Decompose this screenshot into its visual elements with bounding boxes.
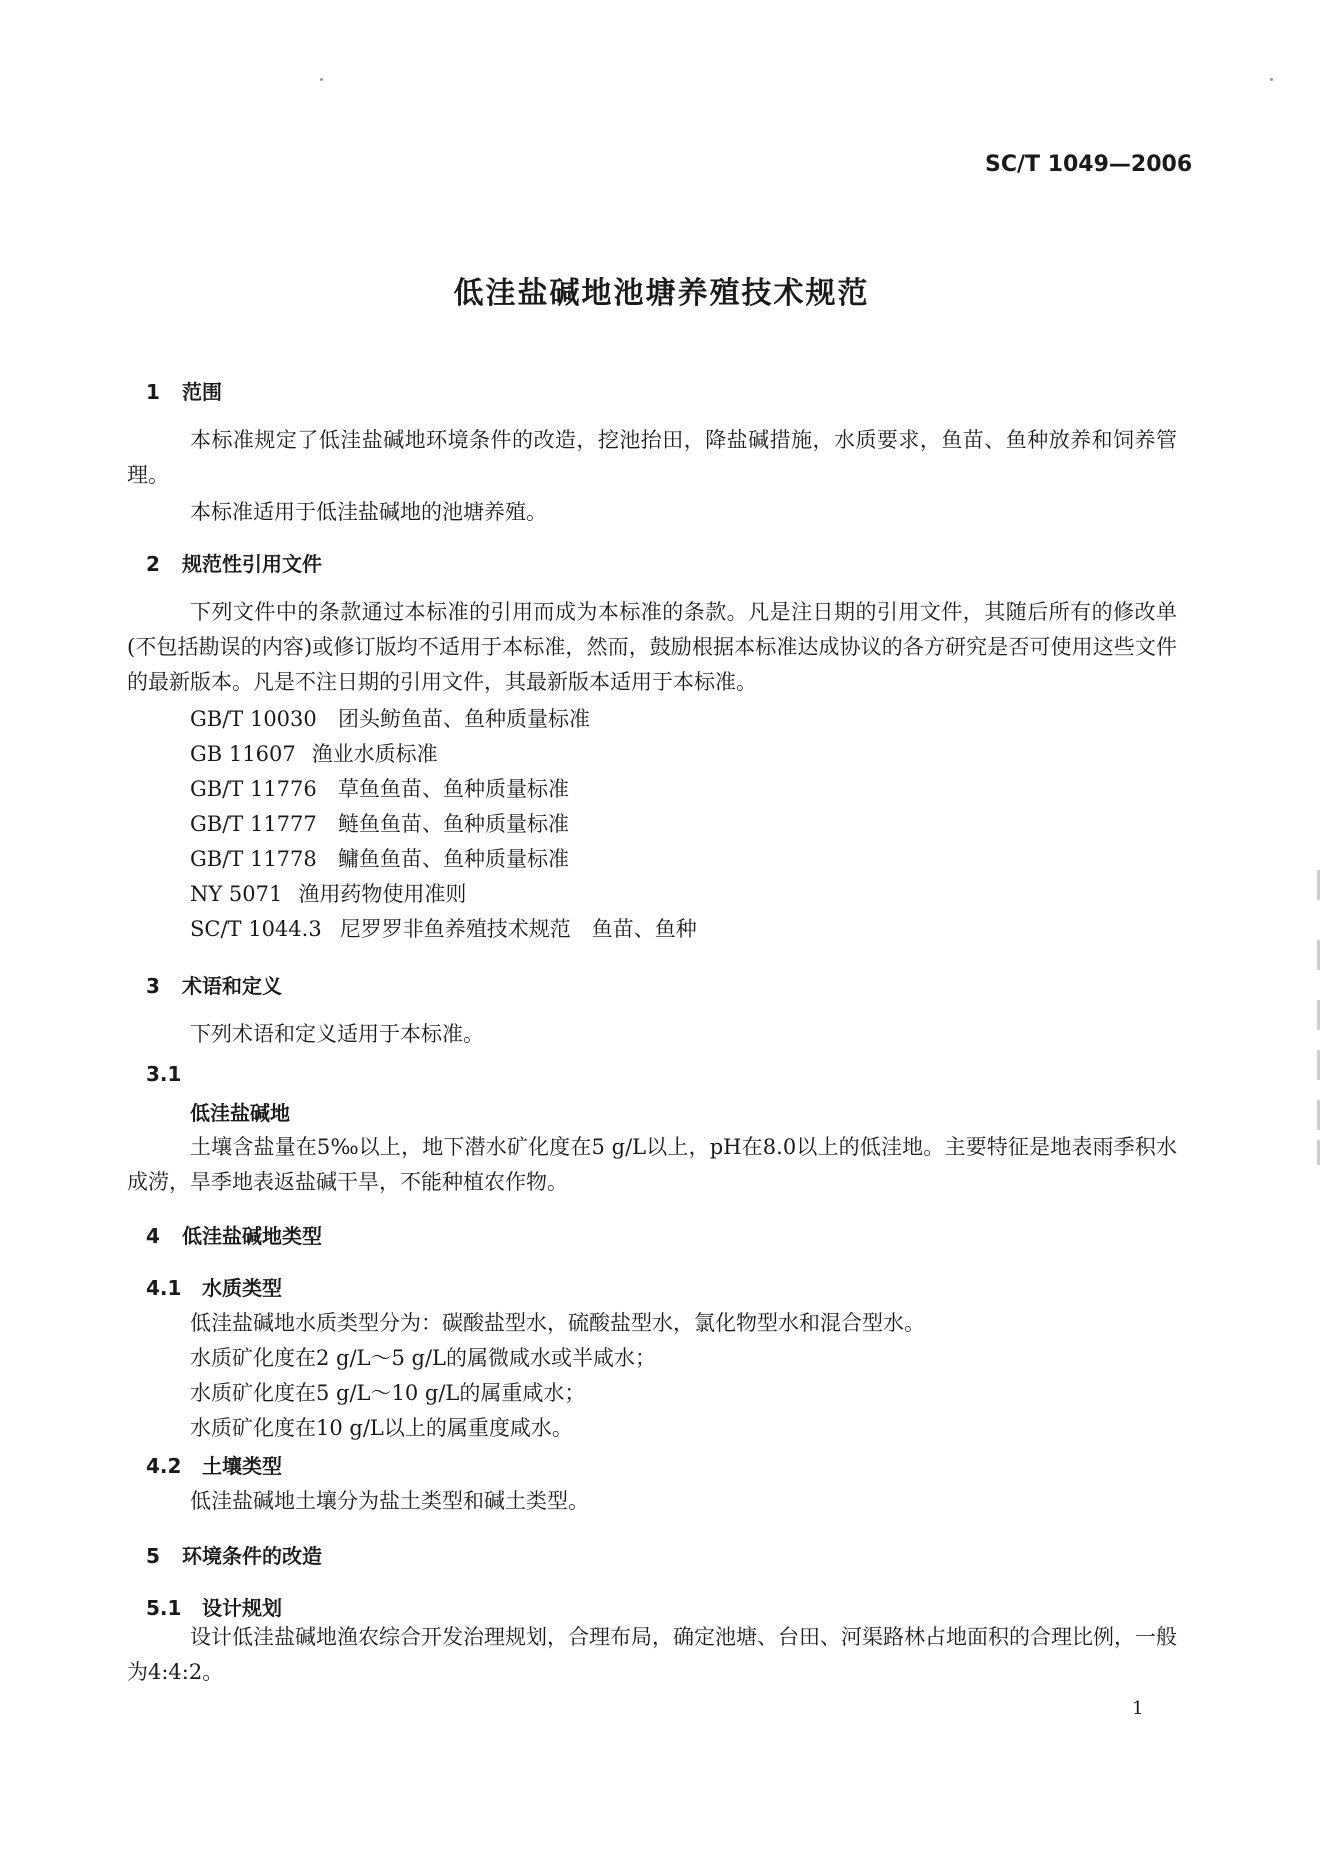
subsection-4-1-line: 水质矿化度在2 g/L～5 g/L的属微咸水或半咸水； bbox=[190, 1346, 656, 1370]
reference-name: 鲢鱼鱼苗、鱼种质量标准 bbox=[338, 812, 569, 836]
scan-edge-mark bbox=[1317, 1050, 1320, 1080]
subsection-5-1-paragraph: 设计低洼盐碱地渔农综合开发治理规划，合理布局，确定池塘、台田、河渠路林占地面积的合理比例，一般为4:4:2。 bbox=[127, 1625, 1177, 1684]
reference-item bbox=[190, 843, 569, 873]
reference-code: GB/T 11778 bbox=[190, 847, 317, 871]
reference-name: 渔业水质标准 bbox=[311, 742, 438, 766]
section-number: 5 bbox=[146, 1544, 160, 1568]
reference-name: 鳙鱼鱼苗、鱼种质量标准 bbox=[338, 847, 569, 871]
subsection-heading-5-1 bbox=[146, 1592, 282, 1621]
subsection-title: 水质类型 bbox=[202, 1276, 282, 1300]
reference-item bbox=[190, 808, 569, 838]
reference-item bbox=[190, 913, 697, 943]
reference-name: 团头鲂鱼苗、鱼种质量标准 bbox=[338, 707, 590, 731]
subsection-4-1-line: 水质矿化度在10 g/L以上的属重度咸水。 bbox=[190, 1416, 573, 1440]
term-number: 3.1 bbox=[146, 1062, 182, 1086]
document-title: 低洼盐碱地池塘养殖技术规范 bbox=[453, 276, 870, 311]
term-name: 低洼盐碱地 bbox=[190, 1101, 290, 1125]
subsection-heading-4-1 bbox=[146, 1272, 282, 1301]
reference-code: SC/T 1044.3 bbox=[190, 917, 322, 941]
scan-edge-mark bbox=[1317, 1100, 1320, 1130]
reference-item bbox=[190, 773, 569, 803]
section-number: 1 bbox=[146, 380, 160, 404]
section-heading-5 bbox=[146, 1540, 322, 1569]
reference-code: GB 11607 bbox=[190, 742, 296, 766]
subsection-title: 设计规划 bbox=[202, 1596, 282, 1620]
term-definition: 土壤含盐量在5‰以上，地下潜水矿化度在5 g/L以上，pH在8.0以上的低洼地。主要特征是地表雨季积水成涝，旱季地表返盐碱干旱，不能种植农作物。 bbox=[127, 1135, 1177, 1194]
subsection-number: 5.1 bbox=[146, 1596, 182, 1620]
subsection-4-1-line: 水质矿化度在5 g/L～10 g/L的属重咸水； bbox=[190, 1381, 586, 1405]
reference-item bbox=[190, 738, 438, 768]
subsection-4-1-line: 低洼盐碱地水质类型分为：碳酸盐型水，硫酸盐型水，氯化物型水和混合型水。 bbox=[190, 1311, 925, 1335]
section-heading-1 bbox=[146, 376, 222, 405]
reference-code: GB/T 11777 bbox=[190, 812, 317, 836]
section-title: 规范性引用文件 bbox=[182, 552, 322, 576]
section-title: 范围 bbox=[182, 380, 222, 404]
standard-code: SC/T 1049—2006 bbox=[985, 152, 1193, 177]
section-3-paragraph-1: 下列术语和定义适用于本标准。 bbox=[190, 1022, 484, 1046]
section-number: 4 bbox=[146, 1224, 160, 1248]
page-number: 1 bbox=[1132, 1698, 1144, 1719]
subsection-number: 4.1 bbox=[146, 1276, 182, 1300]
reference-code: GB/T 11776 bbox=[190, 777, 317, 801]
section-heading-2 bbox=[146, 548, 322, 577]
scan-edge-mark bbox=[1317, 1140, 1320, 1165]
section-number: 2 bbox=[146, 552, 160, 576]
subsection-heading-4-2 bbox=[146, 1450, 282, 1479]
scan-speck bbox=[320, 78, 323, 81]
section-heading-3 bbox=[146, 970, 282, 999]
section-1-paragraph-2: 本标准适用于低洼盐碱地的池塘养殖。 bbox=[190, 500, 547, 524]
subsection-title: 土壤类型 bbox=[202, 1454, 282, 1478]
reference-name: 尼罗罗非鱼养殖技术规范 鱼苗、鱼种 bbox=[339, 917, 697, 941]
reference-code: GB/T 10030 bbox=[190, 707, 317, 731]
scan-edge-mark bbox=[1317, 940, 1320, 970]
subsection-number: 4.2 bbox=[146, 1454, 182, 1478]
reference-code: NY 5071 bbox=[190, 882, 283, 906]
reference-name: 渔用药物使用准则 bbox=[298, 882, 467, 906]
scan-speck bbox=[1270, 78, 1273, 81]
scan-edge-mark bbox=[1317, 870, 1320, 900]
reference-item bbox=[190, 703, 590, 733]
scan-edge-mark bbox=[1317, 1000, 1320, 1030]
section-1-paragraph-1: 本标准规定了低洼盐碱地环境条件的改造，挖池抬田，降盐碱措施，水质要求，鱼苗、鱼种放养和饲养管理。 bbox=[127, 428, 1177, 487]
section-number: 3 bbox=[146, 974, 160, 998]
section-heading-4 bbox=[146, 1220, 322, 1249]
section-2-paragraph-1: 下列文件中的条款通过本标准的引用而成为本标准的条款。凡是注日期的引用文件，其随后所有的修改单(不包括勘误的内容)或修订版均不适用于本标准，然而，鼓励根据本标准达成协议的各方研究是否可使用这些文件的最新版本。凡是不注日期的引用文件，其最新版本适用于本标准。 bbox=[127, 600, 1177, 694]
section-title: 环境条件的改造 bbox=[182, 1544, 322, 1568]
section-title: 低洼盐碱地类型 bbox=[182, 1224, 322, 1248]
reference-item bbox=[190, 878, 466, 908]
subsection-4-2-line: 低洼盐碱地土壤分为盐土类型和碱土类型。 bbox=[190, 1489, 589, 1513]
reference-name: 草鱼鱼苗、鱼种质量标准 bbox=[338, 777, 569, 801]
section-title: 术语和定义 bbox=[182, 974, 282, 998]
